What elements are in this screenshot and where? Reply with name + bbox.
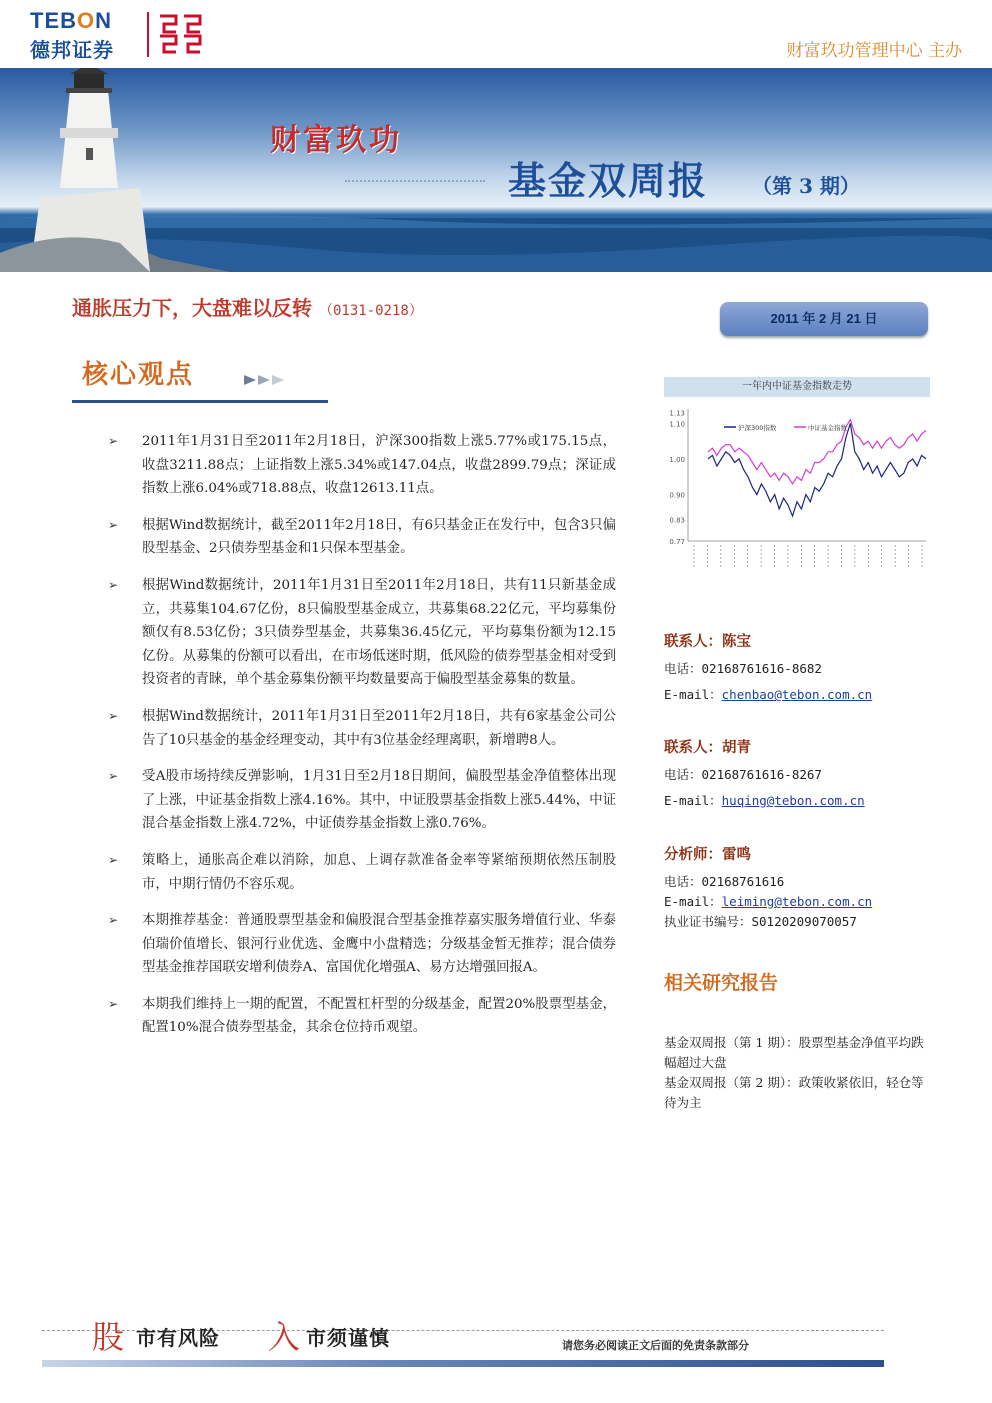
logo-chinese: 德邦证券: [30, 38, 114, 62]
chart-title: 一年内中证基金指数走势: [664, 377, 930, 397]
chart-legend-label: 沪深300指数: [738, 424, 777, 432]
footer-slogan-1: 市有风险: [136, 1326, 220, 1350]
contact-block-2: [664, 736, 865, 809]
contact-name: 分析师：雷鸣: [664, 847, 751, 863]
contact-block-3: [664, 843, 872, 930]
contact-phone: 电话：02168761616-8682: [664, 661, 822, 676]
bullet-item: ➢ 策略上，通胀高企难以消除，加息、上调存款准备金率等紧缩预期依然压制股市，中期行情仍不容乐观。: [108, 849, 616, 896]
contact-email: E-mail：huqing@tebon.com.cn: [664, 793, 865, 808]
email-link[interactable]: leiming@tebon.com.cn: [721, 894, 873, 909]
core-view-heading: 核心观点: [82, 360, 195, 390]
headline: [72, 292, 423, 321]
headline-range: （0131-0218）: [318, 303, 423, 319]
banner-divider: [345, 180, 485, 182]
contact-phone: 电话：02168761616: [664, 874, 785, 889]
bullet-arrow-icon: ➢: [108, 708, 119, 723]
email-link[interactable]: huqing@tebon.com.cn: [721, 793, 865, 808]
disclaimer-notice: 请您务必阅读正文后面的免责条款部分: [562, 1339, 749, 1352]
heading-underline: [72, 400, 328, 403]
bullet-arrow-icon: ➢: [108, 517, 119, 532]
related-report-item[interactable]: 基金双周报（第 2 期）：政策收紧依旧，轻仓等待为主: [664, 1075, 924, 1110]
arrows-icon: [244, 370, 286, 389]
certificate-number: 执业证书编号：S0120209070057: [664, 914, 857, 929]
organizer-label: 财富玖功管理中心 主办: [786, 41, 962, 61]
related-report-item[interactable]: 基金双周报（第 1 期）：股票型基金净值平均跌幅超过大盘: [664, 1035, 924, 1070]
contact-phone: 电话：02168761616-8267: [664, 767, 822, 782]
bullet-item: ➢ 2011年1月31日至2011年2月18日，沪深300指数上涨5.77%或175.15点，收盘3211.88点；上证指数上涨5.34%或147.04点，收盘2899.79点；深证成指数上涨6.04%或718.88点，收盘12613.11点。: [108, 430, 616, 501]
bullet-arrow-icon: ➢: [108, 913, 119, 928]
bullet-arrow-icon: ➢: [108, 577, 119, 592]
core-bullet-list: [108, 430, 616, 1053]
chart-y-tick-label: 1.00: [669, 455, 685, 464]
chart-y-tick-label: 1.10: [669, 420, 685, 429]
bullet-arrow-icon: ➢: [108, 852, 119, 867]
logo-divider: [147, 12, 149, 57]
related-reports-heading: 相关研究报告: [664, 972, 779, 994]
contact-block-1: [664, 630, 872, 703]
bullet-item: ➢ 根据Wind数据统计，2011年1月31日至2011年2月18日，共有11只新基金成立，共募集104.67亿份，8只偏股型基金成立，共募集68.22亿元，平均募集份额仅有8.53亿份；3只债券型基金，共募集36.45亿元，平均募集份额为12.15亿份。从募集的份额可以看出，在市场低迷时期，低风险的债券型基金相对受到投资者的青睐，单个基金募集份额平均数量要高于偏股型基金募集的数量。: [108, 574, 616, 692]
report-title: 基金双周报: [508, 159, 709, 203]
bullet-arrow-icon: ➢: [108, 769, 119, 784]
contact-name: 联系人：陈宝: [664, 634, 751, 650]
issue-number: （第 3 期）: [752, 174, 860, 198]
fund-index-chart: [664, 377, 930, 573]
chart-plot: [664, 397, 930, 573]
report-date-badge: 2011 年 2 月 21 日: [720, 302, 928, 336]
footer-bar: [42, 1360, 884, 1367]
chart-y-tick-label: 0.83: [669, 516, 685, 525]
footer-char-2: 入: [268, 1318, 301, 1356]
contact-email: E-mail：chenbao@tebon.com.cn: [664, 687, 873, 702]
brand-title: 财富玖功: [270, 123, 402, 158]
footer-char-1: 股: [92, 1318, 125, 1356]
bullet-item: ➢ 本期推荐基金：普通股票型基金和偏股混合型基金推荐嘉实服务增值行业、华泰伯瑞价值增长、银河行业优选、金鹰中小盘精选；分级基金暂无推荐；混合债券型基金推荐国联安增利债券A、富国优化增强A、易方达增强回报A。: [108, 909, 616, 980]
bullet-item: ➢ 受A股市场持续反弹影响，1月31日至2月18日期间，偏股型基金净值整体出现了上涨，中证基金指数上涨4.16%。其中，中证股票基金指数上涨5.44%，中证混合基金指数上涨4.72%，中证债券基金指数上涨0.76%。: [108, 765, 616, 836]
chart-y-tick-label: 1.13: [669, 409, 685, 418]
bullet-arrow-icon: ➢: [108, 434, 119, 448]
logo-english: TEBON: [30, 8, 113, 33]
chart-legend-label: 中证基金指数: [808, 424, 847, 432]
contact-email: E-mail：leiming@tebon.com.cn: [664, 894, 873, 909]
headline-text: 通胀压力下，大盘难以反转: [72, 296, 312, 320]
chart-series-line: [708, 423, 926, 516]
bullet-item: ➢ 本期我们维持上一期的配置，不配置杠杆型的分级基金，配置20%股票型基金，配置10%混合债券型基金，其余仓位持币观望。: [108, 993, 616, 1040]
bullet-item: ➢ 根据Wind数据统计，2011年1月31日至2011年2月18日，共有6家基金公司公告了10只基金的基金经理变动，其中有3位基金经理离职，新增聘8人。: [108, 705, 616, 752]
bullet-item: ➢ 根据Wind数据统计，截至2011年2月18日，有6只基金正在发行中，包含3只偏股型基金、2只债券型基金和1只保本型基金。: [108, 514, 616, 561]
seal-logo-icon: [156, 12, 204, 56]
contact-name: 联系人：胡青: [664, 740, 751, 756]
chart-y-tick-label: 0.77: [669, 538, 685, 546]
chart-y-tick-label: 0.90: [669, 491, 685, 500]
footer-slogan-2: 市须谨慎: [306, 1326, 390, 1350]
email-link[interactable]: chenbao@tebon.com.cn: [721, 687, 873, 702]
related-reports-list: [664, 1033, 926, 1113]
bullet-arrow-icon: ➢: [108, 996, 119, 1011]
